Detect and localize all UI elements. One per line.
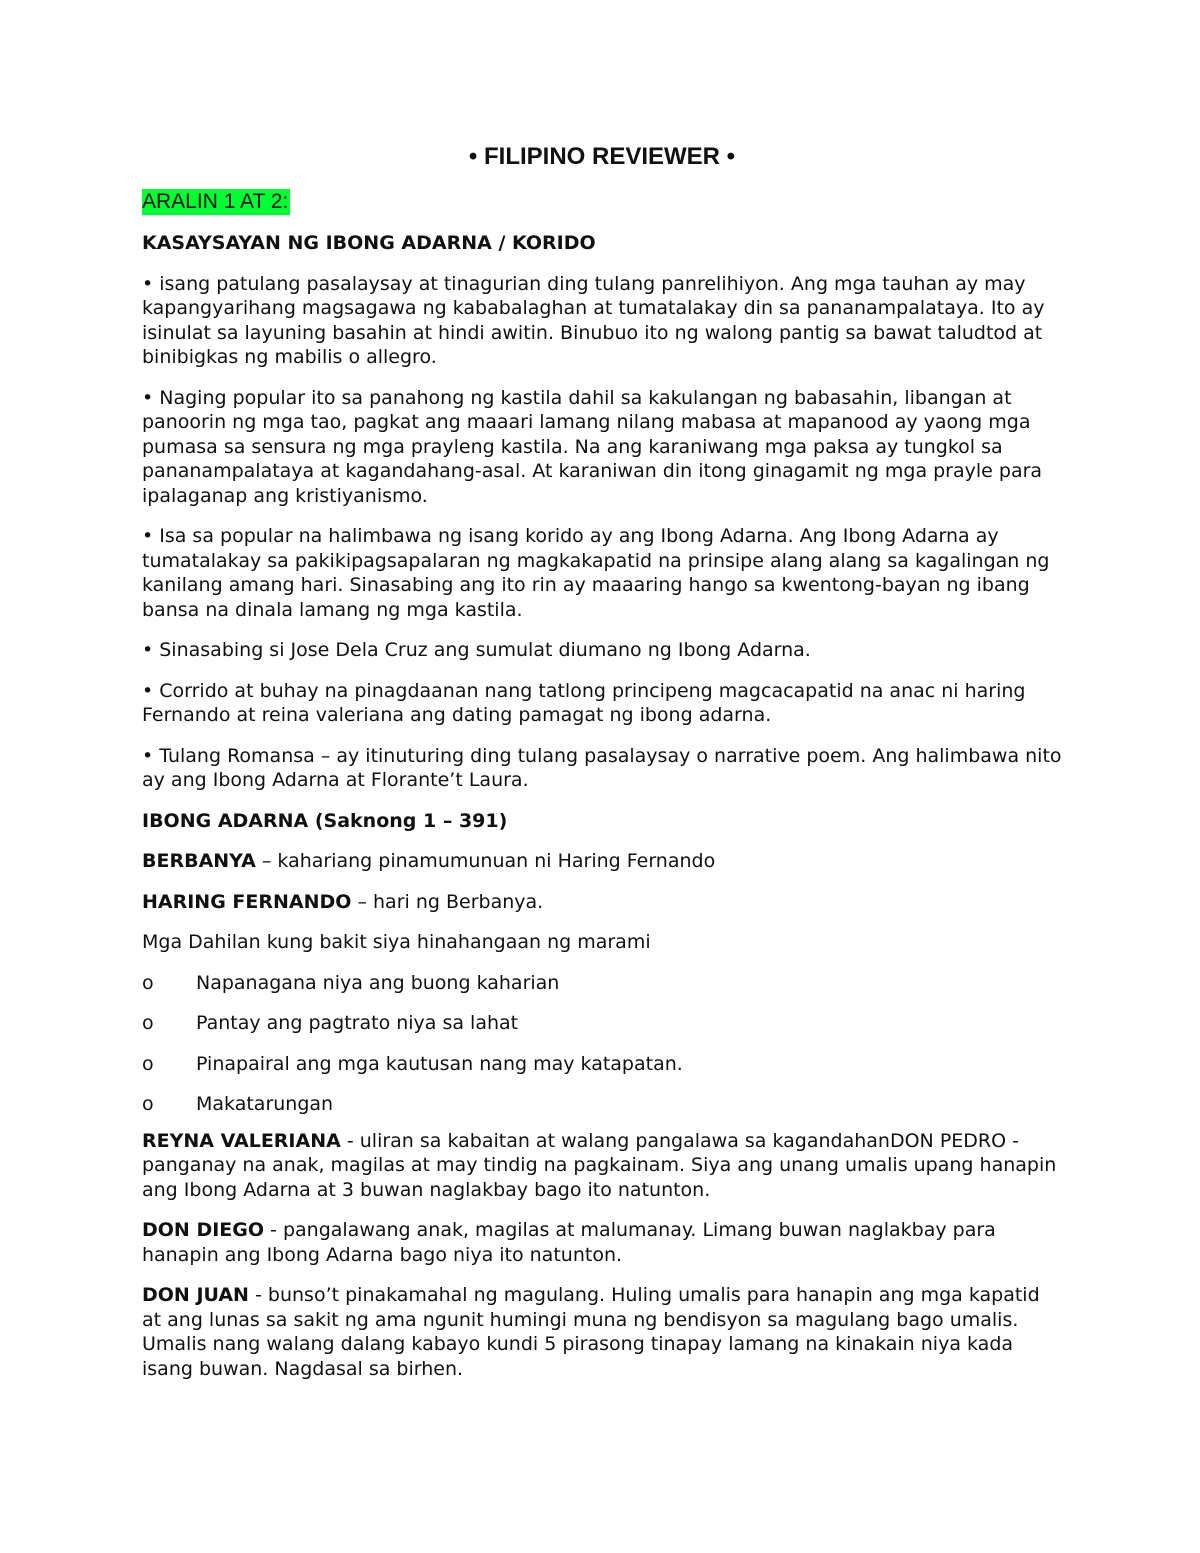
- term-reyna-valeriana: REYNA VALERIANA: [142, 1129, 341, 1152]
- definition-haring-fernando: – hari ng Berbanya.: [351, 890, 544, 913]
- reasons-intro: Mga Dahilan kung bakit siya hinahangaan ng marami: [142, 931, 651, 953]
- definition-don-juan: - bunso’t pinakamahal ng magulang. Huling umalis para hanapin ang mga kapatid at ang lunas sa sakit ng ama ngunit humingi muna ng bendisyon sa magulang bago umalis. Umalis nang walang dalang kabayo kundi 5 pirasong tinapay lamang na kinakain niya kada isang buwan. Nagdasal sa birhen.: [142, 1284, 1040, 1380]
- list-item: [142, 971, 1062, 996]
- list-marker: o: [142, 1052, 154, 1075]
- definition-don-diego: - pangalawang anak, magilas at malumanay. Limang buwan naglakbay para hanapin ang Ibong Adarna bago niya ito natunton.: [142, 1219, 996, 1266]
- list-item-text: Makatarungan: [196, 1093, 334, 1115]
- document-title: • FILIPINO REVIEWER •: [468, 143, 736, 170]
- list-marker: o: [142, 971, 154, 994]
- entry-berbanya: [142, 849, 1062, 874]
- paragraph-5: • Corrido at buhay na pinagdaanan nang tatlong principeng magcacapatid na anac ni haring Fernando at reina valeriana ang dating pamagat ng ibong adarna.: [142, 679, 1026, 726]
- section-label-highlighted: ARALIN 1 AT 2:: [142, 190, 289, 213]
- entry-haring-fernando: [142, 890, 1062, 915]
- document-content: [142, 139, 1062, 1397]
- paragraph-1: • isang patulang pasalaysay at tinagurian ding tulang panrelihiyon. Ang mga tauhan ay may kapangyarihang magsagawa ng kababalaghan at tumatalakay din sa pananampalataya. Ito ay isinulat sa layuning basahin at hindi awitin. Binubuo ito ng walong pantig sa bawat taludtod at binibigkas ng mabilis o allegro.: [142, 272, 1045, 368]
- term-berbanya: BERBANYA: [142, 850, 256, 872]
- entry-don-diego: [142, 1218, 1062, 1267]
- list-item-text: Pinapairal ang mga kautusan nang may katapatan.: [196, 1052, 683, 1075]
- section-label-row: [142, 189, 1062, 231]
- list-item-text: Napanagana niya ang buong kaharian: [196, 971, 560, 994]
- list-marker: o: [142, 1012, 154, 1034]
- paragraph-6: • Tulang Romansa – ay itinuturing ding tulang pasalaysay o narrative poem. Ang halimbawa nito ay ang Ibong Adarna at Florante’t Laura.: [142, 744, 1062, 791]
- heading-kasaysayan: KASAYSAYAN NG IBONG ADARNA / KORIDO: [142, 232, 596, 254]
- entry-reyna-valeriana: [142, 1129, 1062, 1203]
- definition-reyna-valeriana: - uliran sa kabaitan at walang pangalawa sa kagandahanDON PEDRO - panganay na anak, magilas at may tindig na pagkainam. Siya ang unang umalis upang hanapin ang Ibong Adarna at 3 buwan naglakbay bago ito natunton.: [142, 1129, 1057, 1201]
- paragraph-3: • Isa sa popular na halimbawa ng isang korido ay ang Ibong Adarna. Ang Ibong Adarna ay tumatalakay sa pakikipagsapalaran ng magkakapatid na prinsipe alang alang sa kagalingan ng kanilang amang hari. Sinasabing ang ito rin ay maaaring hango sa kwentong-bayan ng ibang bansa na dinala lamang ng mga kastila.: [142, 525, 1050, 621]
- paragraph-4: • Sinasabing si Jose Dela Cruz ang sumulat diumano ng Ibong Adarna.: [142, 639, 811, 661]
- list-marker: o: [142, 1093, 154, 1115]
- list-item-text: Pantay ang pagtrato niya sa lahat: [196, 1012, 519, 1034]
- term-haring-fernando: HARING FERNANDO: [142, 890, 352, 913]
- list-item: [142, 1092, 1062, 1117]
- list-item: [142, 1011, 1062, 1036]
- term-don-juan: DON JUAN: [142, 1284, 249, 1306]
- term-don-diego: DON DIEGO: [142, 1219, 265, 1241]
- definition-berbanya: – kahariang pinamumunuan ni Haring Fernando: [255, 850, 716, 872]
- paragraph-2: • Naging popular ito sa panahong ng kastila dahil sa kakulangan ng babasahin, libangan at panoorin ng mga tao, pagkat ang maaari lamang nilang mabasa at mapanood ay yaong mga pumasa sa sensura ng mga prayleng kastila. Na ang karaniwang mga paksa ay tungkol sa pananampalataya at kagandahang-asal. At karaniwan din itong ginagamit ng mga prayle para ipalaganap ang kristiyanismo.: [142, 386, 1043, 507]
- entry-don-juan: [142, 1283, 1062, 1381]
- list-item: [142, 1052, 1062, 1077]
- heading-ibong-adarna: IBONG ADARNA (Saknong 1 – 391): [142, 809, 508, 832]
